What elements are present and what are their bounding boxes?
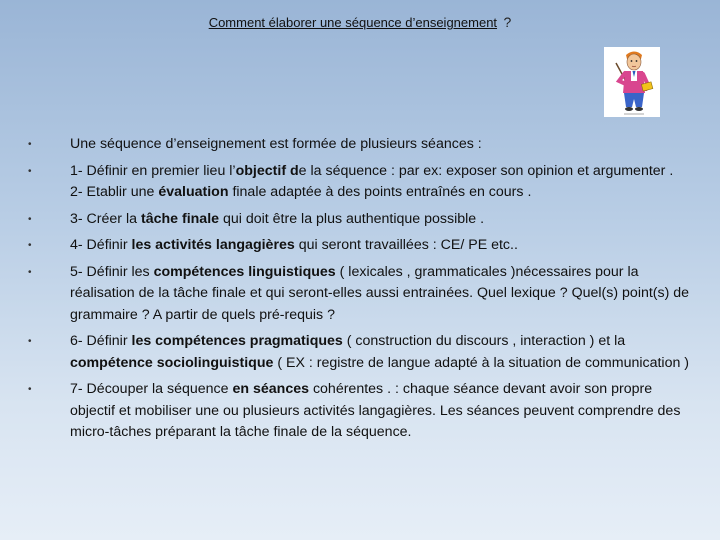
item-text: ( construction du discours , interaction ) et la [342,333,626,349]
bullet-marker: • [28,213,32,225]
item-text: 5- Définir les [70,263,154,280]
item-emphasis: évaluation [158,184,233,200]
list-item [24,235,694,257]
page-title: Comment élaborer une séquence d’enseignement [208,15,498,30]
title-bar [0,14,720,32]
item-text: e la séquence : par ex: exposer son opinion et argumenter . [298,162,674,179]
item-text: Une séquence d’enseignement est formée de plusieurs séances : [70,136,482,152]
item-emphasis: les activités langagières [131,237,295,253]
item-emphasis: objectif d [235,162,299,179]
item-text: 2- Etablir une [70,184,159,200]
item-emphasis: en séances [232,381,309,397]
item-text: 1- Définir en premier lieu l’ [70,162,236,179]
teacher-with-pointer-icon [604,47,660,117]
list-item [24,379,694,444]
bullet-marker: • [28,165,32,177]
item-text: ( lexicales , grammaticales )nécessaires pour la réalisation de la tâche finale et qui seront-elles aussi entrainées. Quel lexique ? Quel(s) point(s) de grammaire ? A partir de quels pré-requis ? [70,263,690,323]
item-subline [70,182,694,204]
title-question-mark: ? [503,14,512,30]
item-text: 7- Découper la séquence [70,381,233,397]
item-emphasis: compétences linguistiques [153,263,336,280]
item-text: ( EX : registre de langue adapté à la situation de communication ) [273,354,690,371]
item-text: qui seront travaillées : CE/ PE etc.. [294,237,518,253]
bullet-marker: • [28,139,32,150]
bullet-marker: • [28,336,32,347]
item-text: 3- Créer la [70,210,141,227]
item-text: 6- Définir [70,333,132,349]
item-text: finale adaptée à des points entraînés en cours . [232,184,532,200]
list-item [24,161,694,204]
bullet-marker: • [28,240,32,251]
list-item [24,209,694,231]
list-item [24,134,694,156]
item-text: cohérentes . : chaque séance devant avoir son propre objectif et mobiliser une ou plusieurs activités langagières. Les séances peuvent comprendre des micro-tâches préparant la tâche finale de la séquence. [70,381,681,440]
bullet-marker: • [28,266,32,278]
item-emphasis: les compétences pragmatiques [131,333,343,349]
bullet-marker: • [28,384,32,395]
item-text: 4- Définir [70,237,132,253]
sequence-steps-list [24,134,694,444]
item-emphasis: tâche finale [140,210,220,227]
list-item [24,262,694,327]
item-emphasis: compétence sociolinguistique [70,354,274,371]
list-item [24,331,694,374]
item-text: qui doit être la plus authentique possible . [219,210,485,227]
